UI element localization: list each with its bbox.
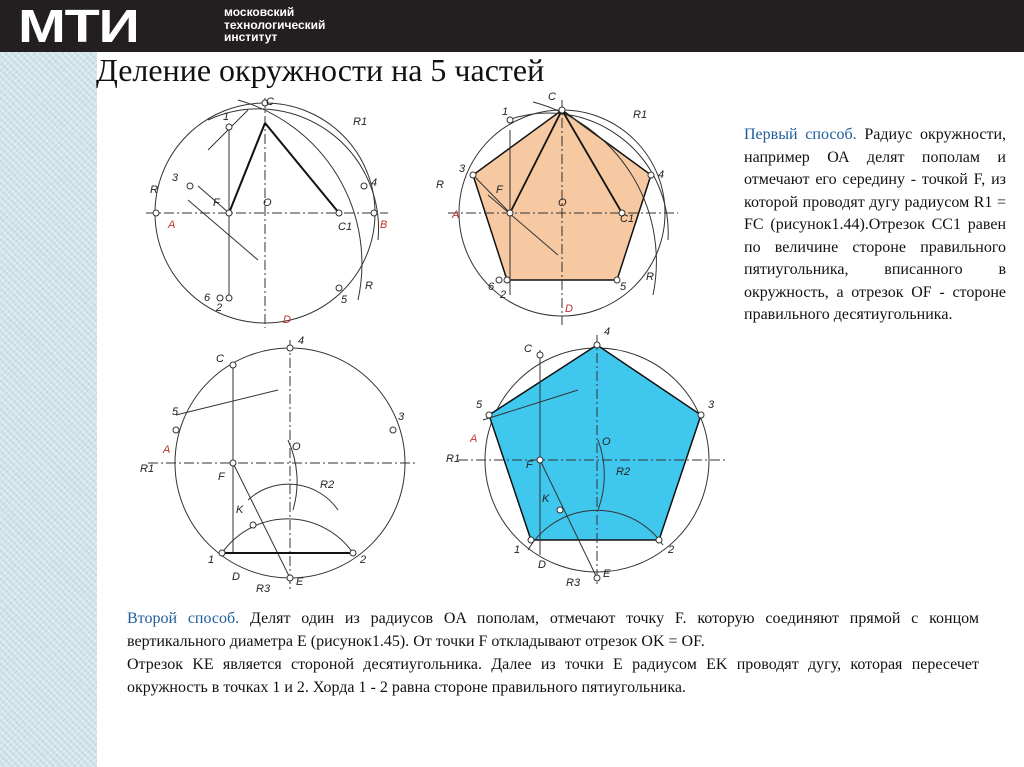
arc-r1-1	[238, 100, 362, 300]
construction-figures	[128, 90, 748, 600]
svg-text:E: E	[296, 576, 304, 588]
svg-text:4: 4	[298, 335, 305, 347]
svg-text:1: 1	[514, 544, 521, 556]
svg-text:R1: R1	[633, 109, 648, 121]
method-2-text-1: Делят один из радиусов OA пополам, отмечают точку F. которую соединяют прямой с концом вертикального диаметра E (рисунок1.45). От точки F откладывают отрезок OK = OF.	[127, 610, 980, 650]
svg-text:C1: C1	[620, 213, 635, 225]
svg-text:R: R	[150, 184, 158, 196]
svg-text:1: 1	[502, 106, 509, 118]
svg-text:R2: R2	[320, 479, 335, 491]
svg-text:A: A	[452, 209, 460, 221]
svg-text:D: D	[283, 314, 291, 326]
svg-text:5: 5	[341, 294, 348, 306]
header-bar	[0, 0, 1024, 52]
svg-text:A: A	[470, 433, 478, 445]
svg-text:4: 4	[658, 169, 665, 181]
svg-text:R: R	[436, 179, 444, 191]
svg-text:O: O	[263, 197, 272, 209]
arc-r-1	[208, 109, 379, 240]
logo-subtitle-line1: московский	[224, 5, 295, 19]
svg-text:C: C	[548, 91, 556, 103]
figure-3-labels	[140, 335, 405, 595]
svg-text:R3: R3	[256, 583, 271, 595]
logo: МТИ	[18, 0, 139, 52]
method-2-description	[127, 607, 979, 699]
logo-subtitle-line3: институт	[224, 30, 278, 44]
method-2-heading: Второй способ.	[127, 610, 240, 627]
figure-2	[448, 100, 678, 325]
svg-text:R: R	[646, 271, 654, 283]
svg-text:3: 3	[708, 399, 715, 411]
svg-text:2: 2	[360, 554, 367, 566]
svg-text:C: C	[524, 343, 532, 355]
svg-text:O: O	[558, 197, 567, 209]
svg-text:6: 6	[488, 281, 495, 293]
svg-text:R3: R3	[566, 577, 581, 589]
figure-3	[148, 340, 418, 590]
svg-text:D: D	[538, 559, 546, 571]
svg-text:K: K	[236, 504, 244, 516]
svg-text:A: A	[163, 444, 171, 456]
svg-text:2: 2	[668, 544, 675, 556]
svg-text:D: D	[232, 571, 240, 583]
svg-text:A: A	[168, 219, 176, 231]
svg-text:1: 1	[208, 554, 215, 566]
svg-text:R1: R1	[140, 463, 155, 475]
svg-text:1: 1	[223, 111, 230, 123]
svg-text:5: 5	[476, 399, 483, 411]
svg-text:O: O	[292, 441, 301, 453]
figure-1-labels	[150, 90, 387, 326]
svg-text:3: 3	[172, 172, 179, 184]
svg-text:5: 5	[172, 406, 179, 418]
method-2-text-2: Отрезок KE является стороной десятиугольника. Далее из точки E радиусом EK проводят дугу, которая пересечет окружность в точках 1 и 2. Хорда 1 - 2 равна стороне правильного пятиугольника.	[127, 656, 979, 696]
svg-text:F: F	[526, 459, 533, 471]
svg-text:F: F	[218, 471, 225, 483]
svg-text:3: 3	[459, 163, 466, 175]
decorative-sidebar	[0, 52, 97, 767]
svg-text:4: 4	[371, 177, 378, 189]
svg-text:K: K	[542, 493, 550, 505]
svg-text:R1: R1	[353, 116, 368, 128]
svg-text:C: C	[216, 353, 224, 365]
svg-text:C1: C1	[338, 221, 353, 233]
method-1-heading: Первый способ.	[744, 126, 857, 143]
method-1-description	[744, 124, 1006, 327]
svg-text:O: O	[602, 436, 611, 448]
slide-title: Деление окружности на 5 частей	[96, 52, 545, 88]
svg-text:R2: R2	[616, 466, 631, 478]
svg-text:3: 3	[398, 411, 405, 423]
logo-subtitle	[224, 6, 325, 44]
svg-text:2: 2	[216, 302, 223, 314]
method-1-text: Радиус окружности, например ОА делят пополам и отмечают его середину - точкой F, из которой проводят дугу радиусом R1 = FC (рисунок1.44).Отрезок CC1 равен по величине стороне правильного пятиугольника, вписанного в окружность, а отрезок OF - стороне правильного десятиугольника.	[744, 126, 1006, 323]
svg-text:5: 5	[620, 281, 627, 293]
svg-text:R1: R1	[446, 453, 461, 465]
svg-text:C: C	[266, 96, 274, 108]
figure-4	[458, 335, 728, 585]
svg-text:R: R	[365, 280, 373, 292]
figure-1	[146, 98, 388, 328]
svg-text:D: D	[565, 303, 573, 315]
svg-text:B: B	[380, 219, 388, 231]
svg-text:F: F	[213, 197, 220, 209]
logo-subtitle-line2: технологический	[224, 17, 326, 32]
svg-text:4: 4	[604, 326, 611, 338]
svg-text:E: E	[603, 568, 611, 580]
svg-text:6: 6	[204, 292, 211, 304]
svg-text:F: F	[496, 184, 503, 196]
svg-text:2: 2	[500, 289, 507, 301]
